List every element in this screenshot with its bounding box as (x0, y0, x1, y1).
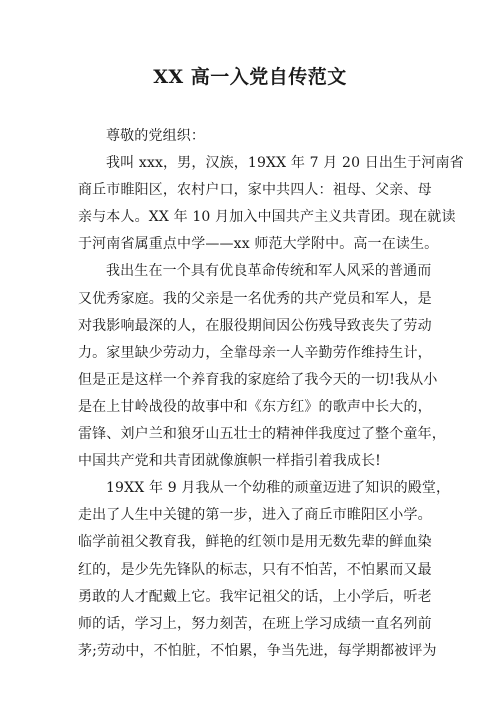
paragraph-line: 但是正是这样一个养育我的家庭给了我今天的一切!我从小 (78, 371, 438, 388)
paragraph-line: 雷锋、刘户兰和狼牙山五壮士的精神伴我度过了整个童年， (78, 426, 446, 443)
paragraph-line: 又优秀家庭。我的父亲是一名优秀的共产党员和军人，是 (78, 290, 432, 307)
paragraph-line: 是在上甘岭战役的故事中和《东方红》的歌声中长大的， (78, 398, 432, 415)
document-body (78, 123, 464, 665)
document-title: XX 高一入党自传范文 (153, 66, 347, 88)
paragraph-line: 对我影响最深的人，在服役期间因公伤残导致丧失了劳动 (78, 317, 432, 334)
paragraph-line: 勇敢的人才配戴上它。我牢记祖父的话，上小学后，听老 (78, 588, 432, 605)
paragraph-line: 于河南省属重点中学——xx 师范大学附中。高一在读生。 (78, 236, 439, 253)
paragraph-line: 亲与本人。XX 年 10 月加入中国共产主义共青团。现在就读 (78, 209, 456, 226)
paragraph-line: 红的，是少先先锋队的标志，只有不怕苦，不怕累而又最 (78, 561, 432, 578)
paragraph-line: 师的话，学习上，努力刻苦，在班上学习成绩一直名列前 (78, 615, 432, 632)
paragraph-line: 临学前祖父教育我，鲜艳的红领巾是用无数先辈的鲜血染 (78, 534, 432, 551)
paragraph-line: 中国共产党和共青团就像旗帜一样指引着我成长! (78, 453, 381, 470)
paragraph-line: 我叫 xxx，男，汉族，19XX 年 7 月 20 日出生于河南省 (106, 155, 464, 172)
paragraph-line: 商丘市睢阳区，农村户口，家中共四人：祖母、父亲、母 (78, 182, 432, 199)
paragraph-line: 19XX 年 9 月我从一个幼稚的顽童迈进了知识的殿堂， (106, 480, 451, 497)
paragraph-line: 茅;劳动中，不怕脏，不怕累，争当先进，每学期都被评为 (78, 642, 437, 659)
paragraph-line: 走出了人生中关键的第一步，进入了商丘市睢阳区小学。 (78, 507, 432, 524)
paragraph-line: 我出生在一个具有优良革命传统和军人风采的普通而 (106, 263, 432, 280)
salutation: 尊敬的党组织： (106, 128, 206, 144)
paragraph-line: 力。家里缺少劳动力，全靠母亲一人辛勤劳作维持生计， (78, 344, 432, 361)
